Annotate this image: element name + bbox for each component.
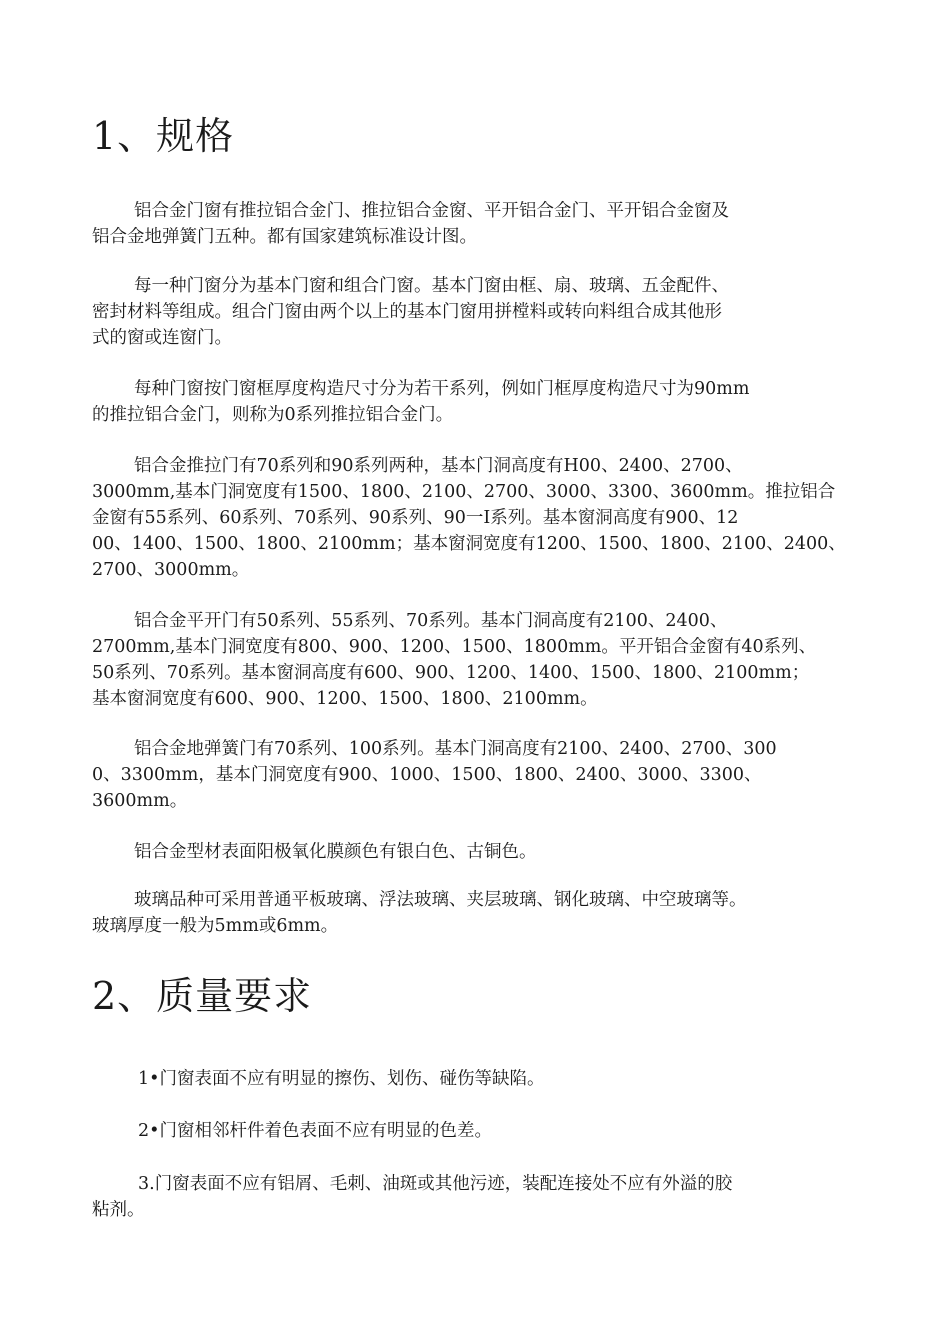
text-line: 2700mm,基本门洞宽度有800、900、1200、1500、1800mm。平开铝合金窗有40系列、 [92, 637, 817, 657]
text-line: 2•门窗相邻杆件着色表面不应有明显的色差。 [138, 1121, 492, 1141]
text-line: 铝合金平开门有50系列、55系列、70系列。基本门洞高度有2100、2400、 [134, 611, 728, 631]
paragraph-sliding-door [92, 453, 852, 583]
section-title-quality-requirements: 2、质量要求 [92, 974, 313, 1018]
paragraph-spring-door [92, 736, 852, 814]
paragraph-series [92, 376, 852, 428]
text-line: 铝合金地弹簧门有70系列、100系列。基本门洞高度有2100、2400、2700、300 [134, 739, 777, 759]
text-line: 00、1400、1500、1800、2100mm；基本窗洞宽度有1200、1500、1800、2100、2400、 [92, 534, 846, 554]
text-line: 铝合金门窗有推拉铝合金门、推拉铝合金窗、平开铝合金门、平开铝合金窗及 [134, 201, 729, 221]
paragraph-basic-combined [92, 273, 852, 351]
text-line: 密封材料等组成。组合门窗由两个以上的基本门窗用拼樘料或转向料组合成其他形 [92, 302, 722, 322]
text-line: 金窗有55系列、60系列、70系列、90系列、90一I系列。基本窗洞高度有900、12 [92, 508, 739, 528]
text-line: 2700、3000mm。 [92, 560, 250, 580]
text-line: 粘剂。 [92, 1200, 145, 1220]
text-line: 的推拉铝合金门，则称为0系列推拉铝合金门。 [92, 405, 454, 425]
text-line: 铝合金型材表面阳极氧化膜颜色有银白色、古铜色。 [134, 842, 537, 862]
text-line: 玻璃厚度一般为5mm或6mm。 [92, 916, 339, 936]
quality-item-2 [92, 1118, 852, 1144]
text-line: 玻璃品种可采用普通平板玻璃、浮法玻璃、夹层玻璃、钢化玻璃、中空玻璃等。 [134, 890, 747, 910]
text-line: 50系列、70系列。基本窗洞高度有600、900、1200、1400、1500、1800、2100mm； [92, 663, 810, 683]
text-line: 铝合金推拉门有70系列和90系列两种，基本门洞高度有H00、2400、2700、 [134, 456, 743, 476]
paragraph-glass [92, 887, 852, 939]
quality-item-1 [92, 1066, 852, 1092]
text-line: 0、3300mm，基本门洞宽度有900、1000、1500、1800、2400、3000、3300、 [92, 765, 762, 785]
paragraph-door-window-types [92, 198, 852, 250]
quality-item-3 [92, 1171, 852, 1223]
text-line: 每一种门窗分为基本门窗和组合门窗。基本门窗由框、扇、玻璃、五金配件、 [134, 276, 729, 296]
text-line: 3600mm。 [92, 791, 188, 811]
text-line: 3000mm,基本门洞宽度有1500、1800、2100、2700、3000、3300、3600mm。推拉铝合 [92, 482, 836, 502]
text-line: 基本窗洞宽度有600、900、1200、1500、1800、2100mm。 [92, 689, 598, 709]
section-title-specifications: 1、规格 [92, 114, 235, 158]
text-line: 1•门窗表面不应有明显的擦伤、划伤、碰伤等缺陷。 [138, 1069, 545, 1089]
text-line: 3.门窗表面不应有铝屑、毛刺、油斑或其他污迹，装配连接处不应有外溢的胶 [138, 1174, 733, 1194]
text-line: 铝合金地弹簧门五种。都有国家建筑标准设计图。 [92, 227, 477, 247]
paragraph-casement-door [92, 608, 852, 712]
text-line: 式的窗或连窗门。 [92, 328, 232, 348]
paragraph-anodized-color [92, 839, 852, 865]
text-line: 每种门窗按门窗框厚度构造尺寸分为若干系列，例如门框厚度构造尺寸为90mm [134, 379, 750, 399]
